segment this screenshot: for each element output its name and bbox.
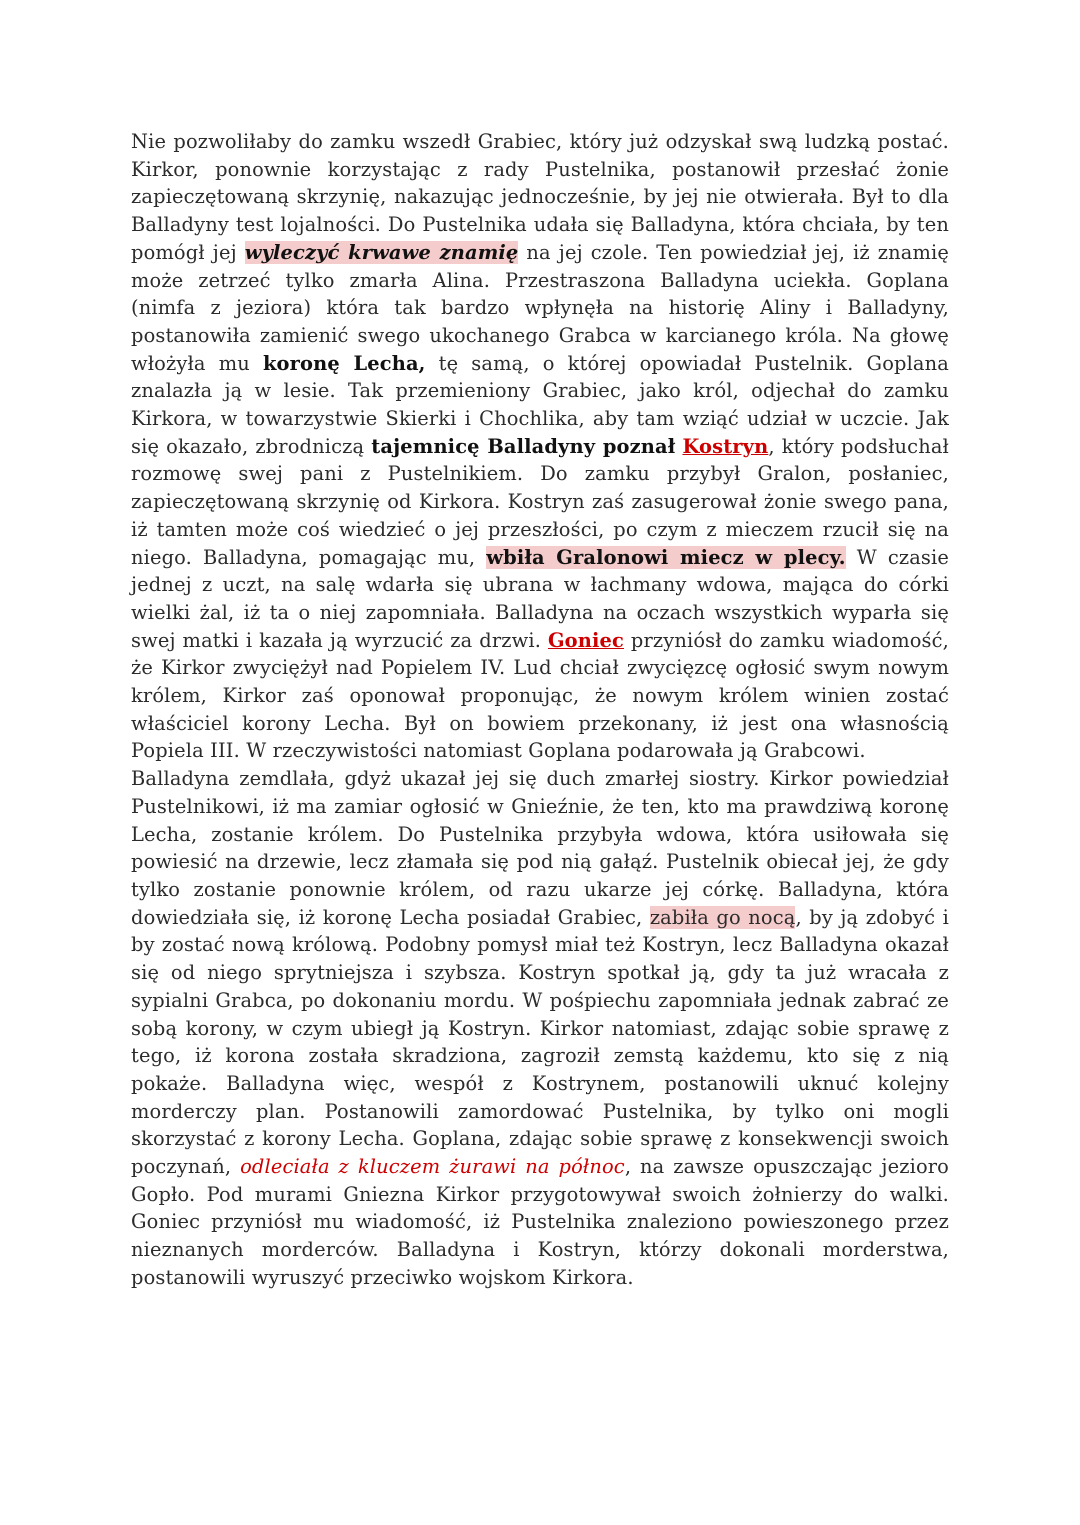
text-run: W czasie jednej z uczt, na salę wdarła się ubrana w łachmany wdowa, mająca do córki wielki żal, iż ta o niej zapomniała. Balladyna na oczach wszystkich wyparła się swej matki i kazała ją wyrzucić za drzwi. xyxy=(131,545,950,652)
highlight-bold-italic: wyleczyć krwawe znamię xyxy=(244,240,519,264)
text-run: , by ją zdobyć i by zostać nową królową. Podobny pomysł miał też Kostryn, lecz Balladyna okazał się od niego sprytniejsza i szybsza. Kostryn spotkał ją, gdy ta już wracała z sypialni Grabca, po dokonaniu mordu. W pośpiechu zapomniała jednak zabrać ze sobą korony, w czym ubiegł ją Kostryn. Kirkor natomiast, zdając sobie sprawę z tego, iż korona została skradziona, zagroził zemstą każdemu, kto się z nią pokaże. Balladyna więc, wespół z Kostrynem, postanowili uknuć kolejny morderczy plan. Postanowili zamordować Pustelnika, by tylko oni mogli skorzystać z korony Lecha. Goplana, zdając sobie sprawę z konsekwencji swoich poczynań, xyxy=(131,905,949,1179)
paragraph-1 xyxy=(131,128,949,765)
red-italic-phrase: odleciała z kluczem żurawi na północ xyxy=(240,1155,625,1179)
text-run: Nie pozwoliłaby do zamku wszedł Grabiec, który już odzyskał swą ludzką postać. Kirkor, ponownie korzystając z rady Pustelnika, postanowił przesłać żonie zapieczętowaną skrzynię, nakazując jednocześnie, by jej nie otwierała. Był to dla Balladyny test lojalności. Do Pustelnika udała się Balladyna, która chciała, by ten pomógł jej xyxy=(131,130,949,264)
text-run: , na zawsze opuszczając jezioro Gopło. Pod murami Gniezna Kirkor przygotowywał swoich żołnierzy do walki. Goniec przyniósł mu wiadomość, iż Pustelnika znaleziono powieszonego przez nieznanych morderców. Balladyna i Kostryn, którzy dokonali morderstwa, postanowili wyruszyć przeciwko wojskom Kirkora. xyxy=(131,1155,950,1289)
paragraph-2 xyxy=(131,765,949,1291)
text-run: przyniósł do zamku wiadomość, że Kirkor zwyciężył nad Popielem IV. Lud chciał zwycięzcę ogłosić swym nowym królem, Kirkor zaś oponował proponując, że nowym królem winien zostać właściciel korony Lecha. Był on bowiem przekonany, iż jest ona własnością Popiela III. W rzeczywistości natomiast Goplana podarowała ją Grabcowi. xyxy=(131,628,949,763)
document-page xyxy=(131,128,949,1292)
red-underlined-name: Kostryn xyxy=(682,434,769,458)
red-underlined-name: Goniec xyxy=(547,628,624,652)
bold-phrase: tajemnicę Balladyny poznał xyxy=(371,434,676,458)
text-run: Balladyna zemdlała, gdyż ukazał jej się duch zmarłej siostry. Kirkor powiedział Pustelnikowi, iż ma zamiar ogłosić w Gnieźnie, że ten, kto ma prawdziwą koronę Lecha, zostanie królem. Do Pustelnika przybyła wdowa, która usiłowała się powiesić na drzewie, lecz złamała się pod nią gałąź. Pustelnik obiecał jej, że gdy tylko zostanie ponownie królem, od razu ukarze jej córkę. Balladyna, która dowiedziała się, iż koronę Lecha posiadał Grabiec, xyxy=(131,767,949,929)
bold-phrase: koronę Lecha, xyxy=(262,351,426,375)
text-run: na jej czole. Ten powiedział jej, iż znamię może zetrzeć tylko zmarła Alina. Przestraszona Balladyna uciekła. Goplana (nimfa z jeziora) która tak bardzo wpłynęła na historię Aliny i Balladyny, postanowiła zamienić swego ukochanego Grabca w karcianego króla. Na głowę włożyła mu xyxy=(131,240,950,375)
text-run: tę samą, o której opowiadał Pustelnik. Goplana znalazła ją w lesie. Tak przemieniony Grabiec, jako król, odjechał do zamku Kirkora, w towarzystwie Skierki i Chochlika, aby tam wziąć udział w uczcie. Jak się okazało, zbrodniczą xyxy=(131,351,949,458)
text-run: , który podsłuchał rozmowę swej pani z Pustelnikiem. Do zamku przybył Gralon, posłaniec, zapieczętowaną skrzynię od Kirkora. Kostryn zaś zasugerował żonie swego pana, iż tamten może coś wiedzieć o jej przeszłości, po czym z mieczem rzucił się na niego. Balladyna, pomagając mu, xyxy=(131,434,949,569)
highlight-bold: wbiła Gralonowi miecz w plecy. xyxy=(486,545,846,569)
highlight-phrase: zabiła go nocą xyxy=(649,905,796,929)
